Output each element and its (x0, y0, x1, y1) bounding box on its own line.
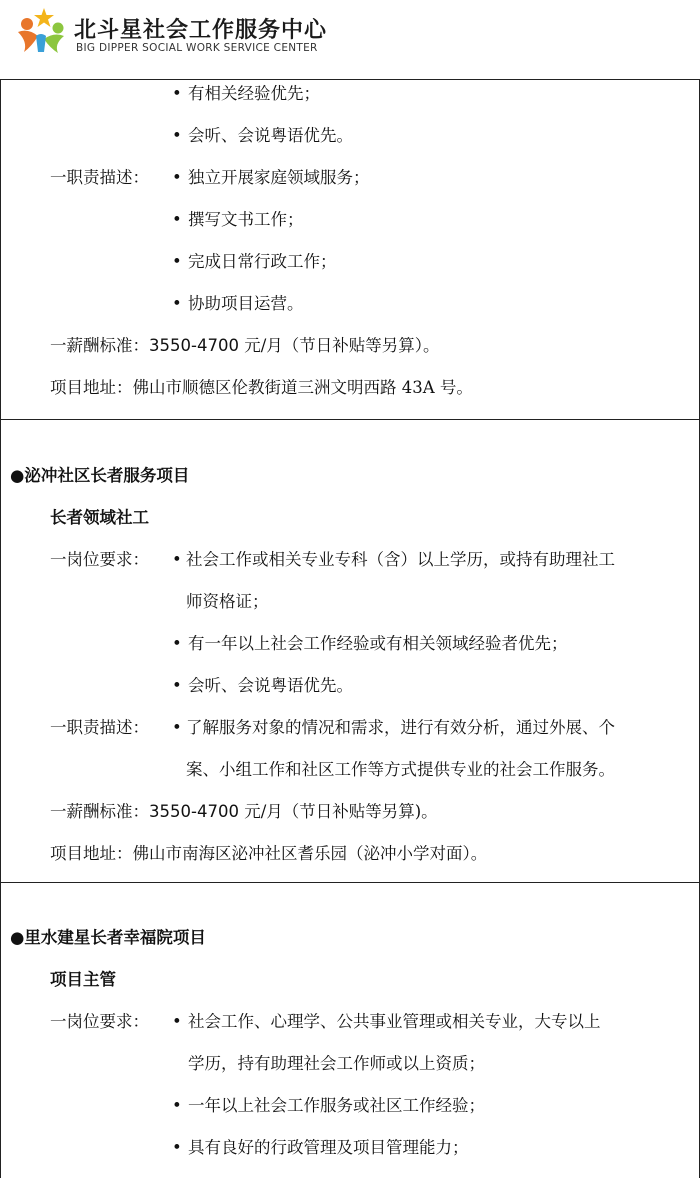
bullet: • (172, 718, 182, 737)
requirement-label: 一岗位要求： (50, 550, 149, 569)
salary-unit: 元/月（节日补贴等另算)。 (244, 802, 438, 821)
bullet: • (172, 210, 182, 229)
requirement-item: 一年以上社会工作服务或社区工作经验； (188, 1096, 485, 1115)
project-title: ●里水建星长者幸福院项目 (10, 928, 206, 947)
duty-item-continued: 案、小组工作和社区工作等方式提供专业的社会工作服务。 (186, 760, 615, 779)
salary-value: 3550-4700 (149, 336, 239, 355)
bullet: • (172, 1138, 182, 1157)
bullet: • (172, 84, 182, 103)
bullet: • (172, 1012, 182, 1031)
project-address: 项目地址：佛山市南海区泌冲社区耆乐园（泌冲小学对面）。 (50, 844, 488, 863)
requirement-item: 具有良好的行政管理及项目管理能力； (188, 1138, 469, 1157)
row-divider (0, 419, 700, 420)
requirement-label: 一岗位要求： (50, 1012, 149, 1031)
bullet: • (172, 252, 182, 271)
requirement-item: 会听、会说粤语优先。 (188, 126, 353, 145)
logo-chinese-name: 北斗星社会工作服务中心 (74, 18, 328, 43)
requirement-item: 会听、会说粤语优先。 (188, 676, 353, 695)
bullet: • (172, 294, 182, 313)
position-title: 长者领域社工 (50, 508, 149, 527)
requirement-item: 社会工作或相关专业专科（含）以上学历，或持有助理社工 (186, 550, 615, 569)
bullet: • (172, 550, 182, 569)
project-title: ●泌冲社区长者服务项目 (10, 466, 190, 485)
bullet: • (172, 1096, 182, 1115)
big-dipper-logo-icon (14, 6, 68, 56)
requirement-item: 社会工作、心理学、公共事业管理或相关专业，大专以上 (188, 1012, 601, 1031)
salary-row (50, 336, 440, 356)
salary-label: 一薪酬标准： (50, 336, 149, 355)
requirement-item: 有一年以上社会工作经验或有相关领域经验者优先； (188, 634, 568, 653)
bullet: • (172, 126, 182, 145)
row-divider (0, 882, 700, 883)
position-title: 项目主管 (50, 970, 116, 989)
duty-item: 完成日常行政工作； (188, 252, 337, 271)
duty-item: 独立开展家庭领域服务； (188, 168, 370, 187)
duty-item: 了解服务对象的情况和需求，进行有效分析，通过外展、个 (186, 718, 615, 737)
logo-english-name: BIG DIPPER SOCIAL WORK SERVICE CENTER (76, 42, 318, 54)
duty-item: 协助项目运营。 (188, 294, 304, 313)
page-header (0, 0, 700, 80)
duty-label: 一职责描述： (50, 718, 149, 737)
salary-value: 3550-4700 (149, 802, 239, 821)
bullet: • (172, 634, 182, 653)
bullet: • (172, 676, 182, 695)
salary-row (50, 802, 438, 822)
project-address: 项目地址：佛山市顺德区伦教街道三洲文明西路 43A 号。 (50, 378, 473, 397)
duty-item: 撰写文书工作； (188, 210, 304, 229)
bullet: • (172, 168, 182, 187)
duty-label: 一职责描述： (50, 168, 149, 187)
requirement-item: 有相关经验优先； (188, 84, 320, 103)
salary-label: 一薪酬标准： (50, 802, 149, 821)
requirement-item-continued: 师资格证； (186, 592, 269, 611)
salary-unit: 元/月（节日补贴等另算）。 (244, 336, 440, 355)
requirement-item-continued: 学历，持有助理社会工作师或以上资质； (188, 1054, 485, 1073)
